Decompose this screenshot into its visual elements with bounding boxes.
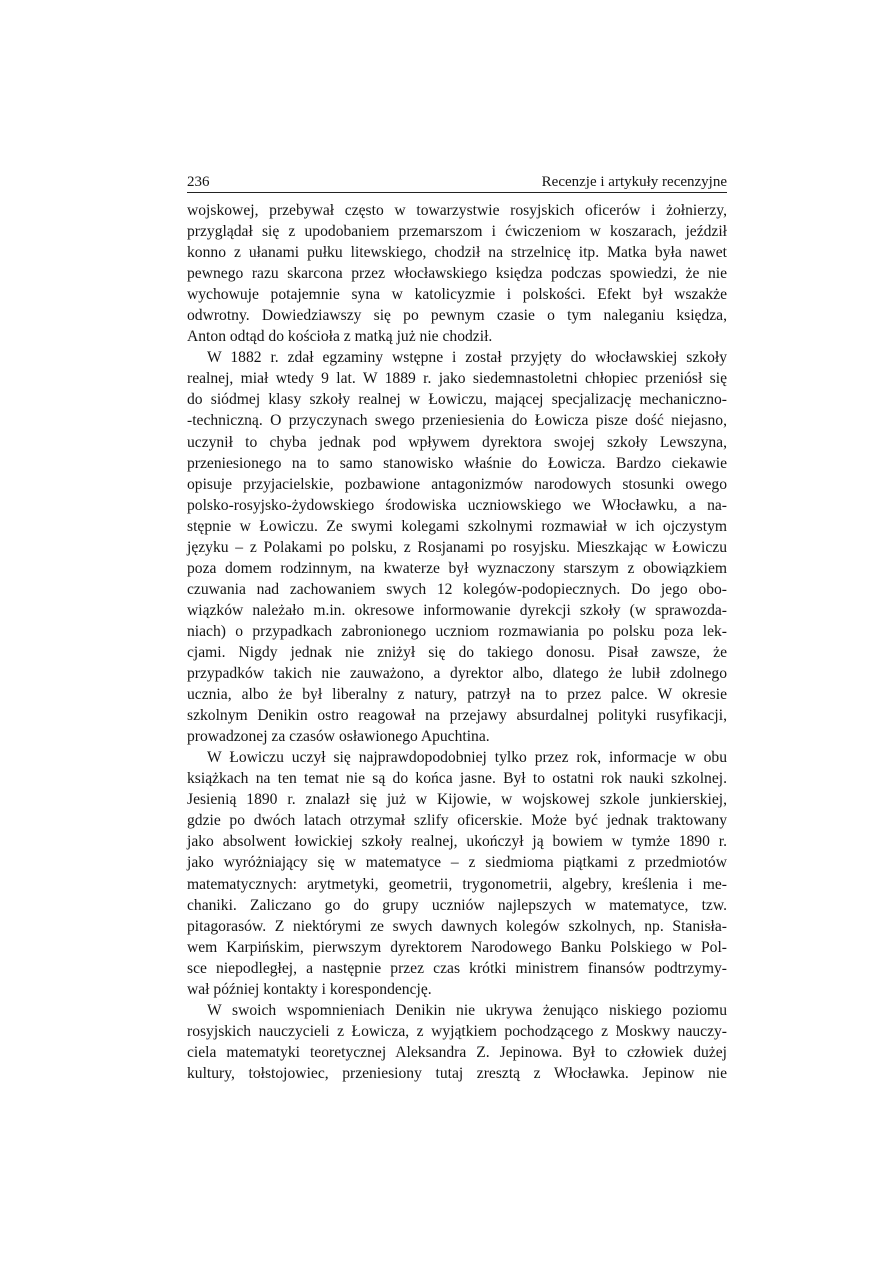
text-line: polsko-rosyjsko-żydowskiego środowiska uczniowskiego we Włocławku, a na-	[187, 496, 727, 514]
text-line: opisuje przyjacielskie, pozbawione antagonizmów narodowych stosunki owego	[187, 475, 727, 493]
text-line: W 1882 r. zdał egzaminy wstępne i został przyjęty do włocławskiej szkoły	[207, 349, 727, 367]
text-line: W Łowiczu uczył się najprawdopodobniej tylko przez rok, informacje w obu	[207, 749, 727, 767]
text-line: książkach na ten temat nie są do końca jasne. Był to ostatni rok nauki szkolnej.	[187, 770, 727, 788]
text-line: wojskowej, przebywał często w towarzystwie rosyjskich oficerów i żołnierzy,	[187, 202, 727, 219]
text-line: matematycznych: arytmetyki, geometrii, trygonometrii, algebry, kreślenia i me-	[187, 875, 727, 893]
text-line: prowadzonej za czasów osławionego Apuchtina.	[187, 728, 490, 746]
text-line: pewnego razu skarcona przez włocławskiego księdza podczas spowiedzi, że nie	[187, 265, 727, 283]
text-line: rosyjskich nauczycieli z Łowicza, z wyjątkiem pochodzącego z Moskwy nauczy-	[187, 1022, 727, 1040]
running-title: Recenzje i artykuły recenzyjne	[541, 174, 727, 190]
text-line: gdzie po dwóch latach otrzymał szlify oficerskie. Może być jednak traktowany	[187, 812, 727, 830]
text-line: odwrotny. Dowiedziawszy się po pewnym czasie o tym naleganiu księdza,	[187, 307, 727, 325]
text-line: przypadków takich nie zauważono, a dyrektor albo, dlatego że lubił zdolnego	[187, 665, 727, 683]
text-line: uczynił to chyba jednak pod wpływem dyrektora swojej szkoły Lewszyna,	[187, 433, 727, 451]
text-line: ciela matematyki teoretycznej Aleksandra Z. Jepinowa. Był to człowiek dużej	[187, 1043, 727, 1061]
paragraph	[187, 747, 727, 1000]
text-line: chaniki. Zaliczano go do grupy uczniów najlepszych w matematyce, tzw.	[187, 896, 727, 914]
text-line: sce niepodległej, a następnie przez czas krótki ministrem finansów podtrzymy-	[187, 959, 727, 977]
text-line: -techniczną. O przyczynach swego przeniesienia do Łowicza pisze dość niejasno,	[187, 412, 727, 430]
text-line: jako wyróżniający się w matematyce – z siedmioma piątkami z przedmiotów	[187, 854, 727, 872]
page-number: 236	[187, 174, 210, 190]
text-line: wychowuje potajemnie syna w katolicyzmie i polskości. Efekt był wszakże	[187, 286, 727, 304]
text-line: W swoich wspomnieniach Denikin nie ukrywa żenująco niskiego poziomu	[207, 1001, 727, 1019]
text-line: wał później kontakty i korespondencję.	[187, 980, 432, 998]
running-header	[187, 172, 727, 193]
paragraph	[187, 1000, 727, 1084]
paragraph	[187, 347, 727, 747]
text-line: cjami. Nigdy jednak nie zniżył się do takiego donosu. Pisał zawsze, że	[187, 643, 727, 661]
text-line: pitagorasów. Z niektórymi ze swych dawnych kolegów szkolnych, np. Stanisła-	[187, 917, 727, 935]
text-line: kultury, tołstojowiec, przeniesiony tutaj zresztą z Włocławka. Jepinow nie	[187, 1064, 727, 1082]
paragraph	[187, 200, 727, 347]
text-line: niach) o przypadkach zabronionego uczniom rozmawiania po polsku poza lek-	[187, 622, 727, 640]
text-line: czuwania nad zachowaniem swych 12 kolegów-podopiecznych. Do jego obo-	[187, 580, 727, 598]
body-text	[187, 200, 727, 1084]
text-line: do siódmej klasy szkoły realnej w Łowiczu, mającej specjalizację mechaniczno-	[187, 391, 727, 409]
text-line: Anton odtąd do kościoła z matką już nie chodził.	[187, 328, 493, 346]
text-line: Jesienią 1890 r. znalazł się już w Kijowie, w wojskowej szkole junkierskiej,	[187, 791, 727, 809]
text-line: stępnie w Łowiczu. Ze swymi kolegami szkolnymi rozmawiał w ich ojczystym	[187, 517, 727, 535]
text-line: poza domem rodzinnym, na kwaterze był wyznaczony starszym z obowiązkiem	[187, 559, 727, 577]
text-line: szkolnym Denikin ostro reagował na przejawy absurdalnej polityki rusyfikacji,	[187, 707, 727, 725]
text-line: jako absolwent łowickiej szkoły realnej, ukończył ją bowiem w tymże 1890 r.	[187, 833, 727, 851]
text-line: wiązków należało m.in. okresowe informowanie dyrekcji szkoły (w sprawozda-	[187, 601, 727, 619]
text-line: konno z ułanami pułku litewskiego, chodził na strzelnicę itp. Matka była nawet	[187, 244, 727, 262]
text-line: wem Karpińskim, pierwszym dyrektorem Narodowego Banku Polskiego w Pol-	[187, 938, 727, 956]
text-line: realnej, miał wtedy 9 lat. W 1889 r. jako siedemnastoletni chłopiec przeniósł się	[187, 370, 727, 388]
text-line: przyglądał się z upodobaniem przemarszom i ćwiczeniom w koszarach, jeździł	[187, 223, 727, 241]
text-line: języku – z Polakami po polsku, z Rosjanami po rosyjsku. Mieszkając w Łowiczu	[187, 538, 727, 556]
text-line: przeniesionego na to samo stanowisko właśnie do Łowicza. Bardzo ciekawie	[187, 454, 727, 472]
text-line: ucznia, albo że był liberalny z natury, patrzył na to przez palce. W okresie	[187, 686, 727, 704]
